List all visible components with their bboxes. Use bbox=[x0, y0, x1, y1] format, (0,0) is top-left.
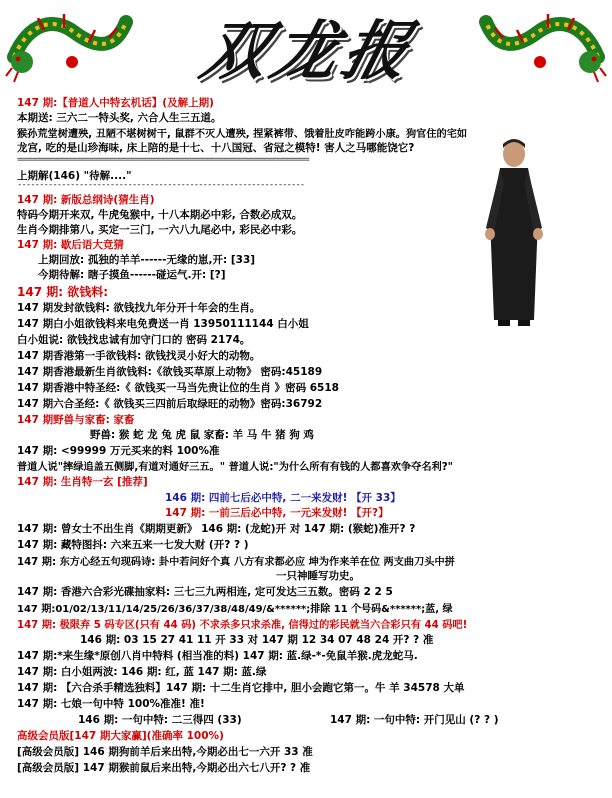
line-23 bbox=[17, 458, 453, 473]
separator-1: ================================================================== bbox=[17, 155, 309, 165]
line-39b: 147 期: 一句中特: 开门见山 (? ? ) bbox=[330, 714, 499, 726]
page-title: 双龙报 bbox=[194, 14, 423, 89]
line-37: 147 期: 【六合杀手精选独料】147 期: 十二生肖它排中, 胆小会跑它第一。牛 羊 34578 大单 bbox=[17, 682, 465, 694]
line-18: 147 期香港中特圣经:《 欲钱买一马当先贵让位的生肖 》密码 6518 bbox=[17, 382, 339, 394]
line-1: 147 期:【普道人中特玄机话】(及解上期) bbox=[17, 97, 214, 109]
line-42: [高级会员版] 147 期猴前鼠后来出特,今期必出六七八开? ? 准 bbox=[17, 762, 311, 774]
last-period-label: 上期解(146) bbox=[17, 170, 81, 182]
line-28: 147 期: 藏特图抖: 六来五来一七发大财 (开? ? ) bbox=[17, 539, 249, 551]
line-11: 今期待解: 瞎子摸鱼------碰运气.开: [?] bbox=[38, 269, 226, 281]
line-19: 147 期六合圣经:《 欲钱买三四前后取绿旺的动物》密码:36792 bbox=[17, 398, 323, 410]
line-2: 本期送: 三六二一特头奖, 六合人生三五道。 bbox=[17, 112, 222, 124]
line-4: 龙宫, 吃的是山珍海味, 床上陪的是十七、十八国冠、省冠之模特! 害人之马哪能饶它? bbox=[17, 142, 415, 154]
line-8: 生肖今期排第八, 买定一三门, 一六八九尾必中, 彩民必中彩。 bbox=[17, 224, 303, 236]
line-32: 147 期:01/02/13/11/14/25/26/36/37/38/48/49/&******;排除 11 个号码&******;蓝, 绿 bbox=[17, 604, 453, 615]
line-21: 野兽: 猴 蛇 龙 兔 虎 鼠 家畜: 羊 马 牛 猪 狗 鸡 bbox=[90, 429, 314, 441]
line-16: 147 期香港第一手欲钱料: 欲钱找灵小好大的动物。 bbox=[17, 350, 261, 362]
last-period-answer: "待解...." bbox=[83, 170, 132, 182]
separator-2: ----------------------------------------------------------------- bbox=[17, 180, 305, 190]
line-30: 一只神睡写功史。 bbox=[276, 570, 360, 582]
line-40: 高级会员版[147 期大家赢](准确率 100%) bbox=[17, 730, 224, 742]
line-17: 147 期香港最新生肖欲钱料:《欲钱买草原上动物》 密码:45189 bbox=[17, 366, 323, 378]
line-35: 147 期:*来生缘*原创八肖中特料 (相当准的料) 147 期: 蓝.绿-*-免鼠羊猴.虎龙蛇马. bbox=[17, 650, 418, 662]
dragon-right-icon bbox=[478, 2, 608, 84]
line-29: 147 期: 东方心经五句现码诗: 卦中若问好个真 八方有求都必应 坤为作来羊在位 两支曲刀头中拼 bbox=[17, 557, 455, 568]
line-24: 147 期: 生肖特一玄 [推荐] bbox=[17, 476, 148, 488]
line-33 bbox=[17, 616, 467, 631]
line-39a: 146 期: 一句中特: 二三得四 (33) bbox=[78, 714, 242, 726]
line-34: 146 期: 03 15 27 41 11 开 33 对 147 期 12 34 07 48 24 开? ? 准 bbox=[80, 634, 434, 646]
line-3: 猴孙荒堂树遭殃, 丑陋不堪树树干, 鼠群不灭人遭殃, 捏紧裤带、饿着肚皮咋能跨小康。狗官住的宅如 bbox=[17, 129, 468, 140]
line-15: 白小姐说: 欲钱找忠诚有加守门口的 密码 2174。 bbox=[17, 334, 251, 346]
line-7: 特码今期开来双, 牛虎兔猴中, 十八本期必中彩, 合数必成双。 bbox=[17, 209, 303, 221]
line-31: 147 期: 香港六合彩光碟抽家料: 三七三九两相连, 定可发达三五数。密码 2 2 5 bbox=[17, 586, 393, 598]
line-13: 147 期发封欲钱料: 欲钱找九年分开十年会的生肖。 bbox=[17, 302, 261, 314]
line-12: 147 期: 欲钱料: bbox=[17, 285, 109, 299]
pudao-saying-2: 普道人说:"为什么所有有钱的人都喜欢争夺名利?" bbox=[228, 462, 453, 473]
person-figure-icon bbox=[472, 138, 557, 328]
line-26: 147 期: 一前三后必中特, 一元来发财! 【开?】 bbox=[165, 507, 389, 519]
line-36: 147 期: 白小姐两波: 146 期: 红, 蓝 147 期: 蓝.绿 bbox=[17, 666, 267, 678]
dragon-left-icon bbox=[4, 2, 134, 84]
line-14: 147 期白小姐欲钱料来电免费送一肖 13950111144 白小姐 bbox=[17, 318, 309, 330]
line-20: 147 期野兽与家畜: 家畜 bbox=[17, 414, 135, 426]
line-10: 上期回放: 孤独的羊羊------无缘的崽,开: [33] bbox=[38, 254, 256, 266]
line-27: 147 期: 曾女士不出生肖《期期更新》 146 期: (龙蛇)开 对 147 期: (猴蛇)准开? ? bbox=[17, 523, 416, 535]
line-6: 147 期: 新版总纲诗(猜生肖) bbox=[17, 194, 155, 206]
line-38: 147 期: 七娘一句中特 100%准准! 准! bbox=[17, 698, 205, 710]
line-41: [高级会员版] 146 期狗前羊后来出特,今期必出七一六开 33 准 bbox=[17, 746, 313, 758]
pudao-saying-1: 普道人说"摔绿追盖五侧脚,有道对通好三五。" bbox=[17, 462, 226, 473]
kill-5-codes-text: 147 期: 极限弃 5 码专区(只有 44 码) 不求杀多只求杀准, 信得过的彩民就当六合彩只有 44 码吧! bbox=[17, 620, 468, 631]
line-25: 146 期: 四前七后必中特, 二一来发财! 【开 33】 bbox=[165, 492, 401, 504]
line-9: 147 期: 歇后语大竞猜 bbox=[17, 239, 124, 251]
line-22: 147 期: <99999 万元买来的料 100%准 bbox=[17, 445, 220, 457]
